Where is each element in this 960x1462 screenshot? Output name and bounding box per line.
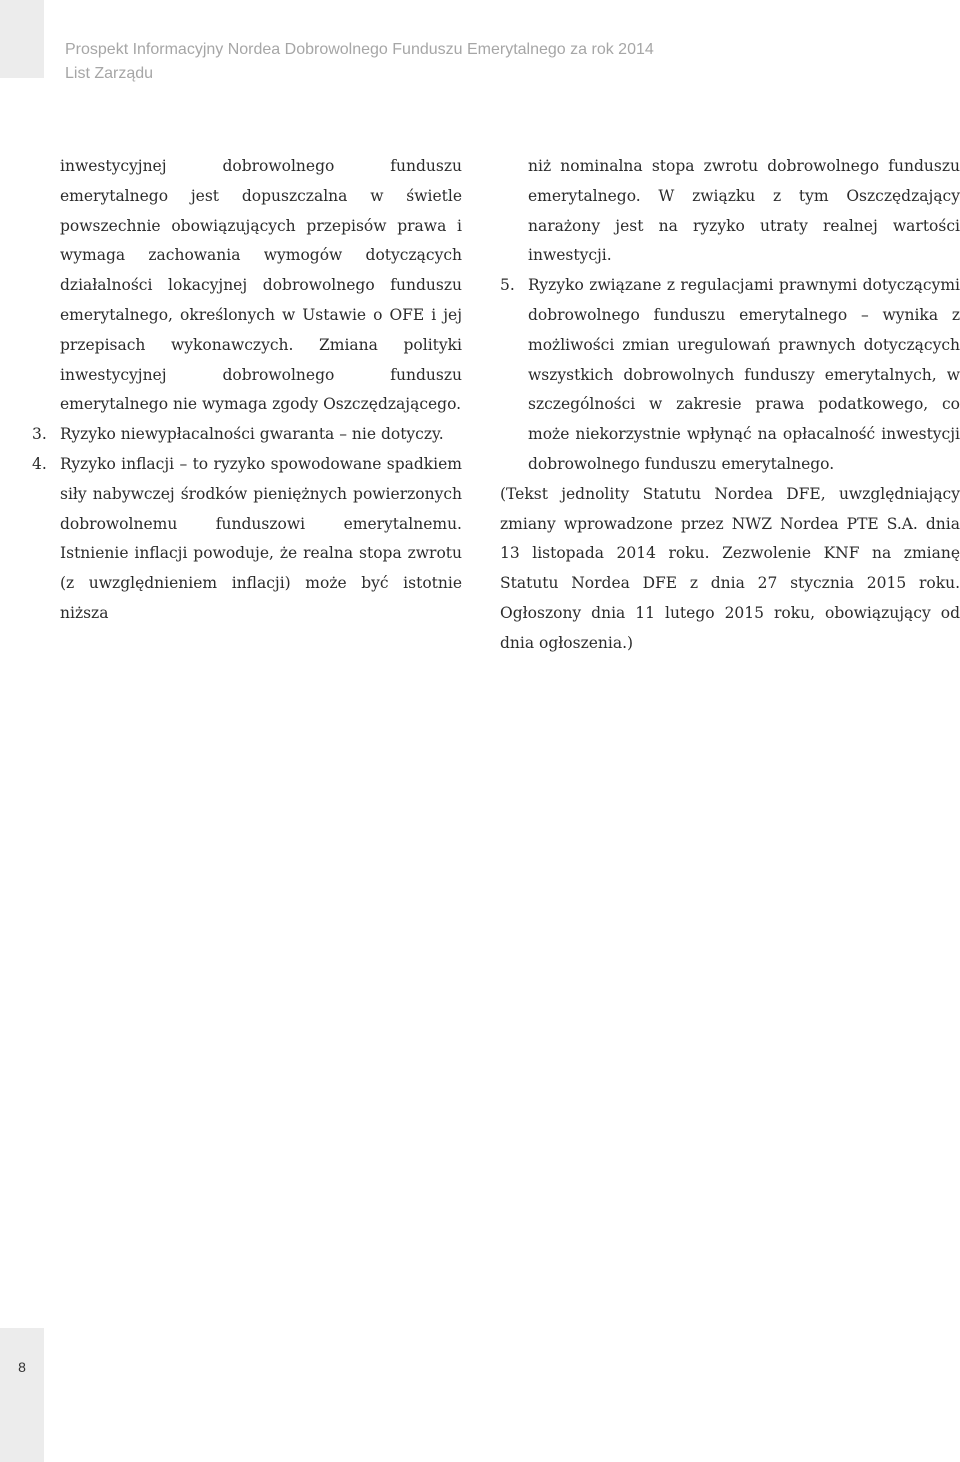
page-header <box>65 38 654 86</box>
list-number: 3. <box>32 425 47 444</box>
list-item <box>32 450 462 629</box>
closing-note: (Tekst jednolity Statutu Nordea DFE, uwzględniający zmiany wprowadzone przez NWZ Nordea PTE S.A. dnia 13 listopada 2014 roku. Zezwolenie KNF na zmianę Statutu Nordea DFE z dnia 27 stycznia 2015 roku. Ogłoszony dnia 11 lutego 2015 roku, obowiązujący od dnia ogłoszenia.) <box>500 484 960 652</box>
continuation-paragraph: inwestycyjnej dobrowolnego funduszu emerytalnego jest dopuszczalna w świetle powszechnie obowiązujących przepisów prawa i wymaga zachowania wymogów dotyczących działalności lokacyjnej dobrowolnego funduszu emerytalnego, określonych w Ustawie o OFE i jej przepisach wykonawczych. Zmiana polityki inwestycyjnej dobrowolnego funduszu emerytalnego nie wymaga zgody Oszczędzającego. <box>60 157 462 414</box>
section-title: List Zarządu <box>65 65 154 82</box>
continuation-paragraph: niż nominalna stopa zwrotu dobrowolnego funduszu emerytalnego. W związku z tym Oszczędzający narażony jest na ryzyko utraty realnej wartości inwestycji. <box>528 157 960 265</box>
list-number: 4. <box>32 454 47 473</box>
left-column <box>32 152 462 629</box>
bottom-side-bar <box>0 1328 44 1462</box>
document-title: Prospekt Informacyjny Nordea Dobrowolnego Funduszu Emerytalnego za rok 2014 <box>65 41 654 58</box>
list-item <box>32 420 462 450</box>
list-text: Ryzyko niewypłacalności gwaranta – nie dotyczy. <box>60 425 444 444</box>
page-number: 8 <box>18 1359 26 1375</box>
list-number: 5. <box>500 276 515 295</box>
right-column <box>500 152 960 659</box>
list-text: Ryzyko związane z regulacjami prawnymi dotyczącymi dobrowolnego funduszu emerytalnego – wynika z możliwości zmian uregulowań prawnych dotyczących wszystkich dobrowolnych funduszy emerytalnych, w szczególności w zakresie prawa podatkowego, co może niekorzystnie wpłynąć na opłacalność inwestycji dobrowolnego funduszu emerytalnego. <box>528 276 960 473</box>
list-text: Ryzyko inflacji – to ryzyko spowodowane spadkiem siły nabywczej środków pieniężnych powierzonych dobrowolnemu funduszowi emerytalnemu. Istnienie inflacji powoduje, że realna stopa zwrotu (z uwzględnieniem inflacji) może być istotnie niższa <box>60 454 462 622</box>
list-item <box>500 271 960 480</box>
top-side-bar <box>0 0 44 78</box>
